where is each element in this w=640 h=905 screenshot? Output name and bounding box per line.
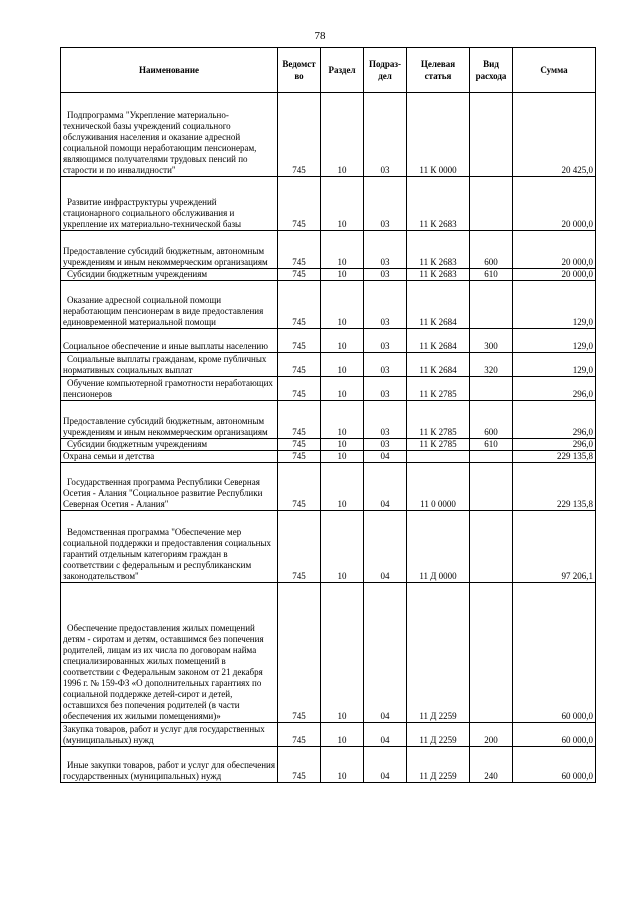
row-vid [470,281,513,329]
row-razdel: 10 [321,451,364,463]
row-podrazdel: 04 [364,747,407,783]
row-vid [470,583,513,723]
row-podrazdel: 04 [364,511,407,583]
header-ved: Ведомст во [278,48,321,93]
row-vid: 200 [470,723,513,747]
row-summa: 60 000,0 [513,583,596,723]
row-name: Развитие инфраструктуры учреждений стационарного социального обслуживания и укрепление их материально-технической базы [61,177,278,231]
row-razdel: 10 [321,329,364,353]
row-celevaya: 11 К 2785 [407,401,470,439]
header-celevaya: Целевая статья [407,48,470,93]
row-vid [470,93,513,177]
row-ved: 745 [278,281,321,329]
row-razdel: 10 [321,439,364,451]
row-summa: 60 000,0 [513,723,596,747]
table-row [61,451,596,463]
row-summa: 60 000,0 [513,747,596,783]
row-razdel: 10 [321,377,364,401]
row-celevaya: 11 Д 2259 [407,583,470,723]
row-podrazdel: 03 [364,93,407,177]
row-summa: 296,0 [513,401,596,439]
row-podrazdel: 03 [364,281,407,329]
header-razdel: Раздел [321,48,364,93]
row-vid: 600 [470,231,513,269]
row-podrazdel: 03 [364,439,407,451]
row-celevaya: 11 К 2683 [407,231,470,269]
row-name: Государственная программа Республики Северная Осетия - Алания "Социальное развитие Республики Северная Осетия - Алания" [61,463,278,511]
header-name: Наименование [61,48,278,93]
row-podrazdel: 04 [364,583,407,723]
row-name: Предоставление субсидий бюджетным, автономным учреждениям и иным некоммерческим организациям [61,231,278,269]
row-ved: 745 [278,329,321,353]
row-celevaya: 11 0 0000 [407,463,470,511]
row-name: Закупка товаров, работ и услуг для государственных (муниципальных) нужд [61,723,278,747]
row-ved: 745 [278,451,321,463]
row-razdel: 10 [321,747,364,783]
row-summa: 20 000,0 [513,177,596,231]
table-row [61,353,596,377]
row-ved: 745 [278,747,321,783]
page-number: 78 [314,30,326,42]
row-celevaya: 11 К 2684 [407,353,470,377]
row-podrazdel: 03 [364,231,407,269]
row-razdel: 10 [321,723,364,747]
table-header-row [61,48,596,93]
row-summa: 296,0 [513,377,596,401]
row-razdel: 10 [321,177,364,231]
table-row [61,511,596,583]
row-name: Обучение компьютерной грамотности неработающих пенсионеров [61,377,278,401]
row-vid [470,463,513,511]
row-celevaya: 11 Д 2259 [407,747,470,783]
row-ved: 745 [278,93,321,177]
row-podrazdel: 04 [364,451,407,463]
row-celevaya: 11 Д 0000 [407,511,470,583]
header-podrazdel: Подраз- дел [364,48,407,93]
row-vid: 610 [470,269,513,281]
row-name: Обеспечение предоставления жилых помещений детям - сиротам и детям, оставшимся без попечения родителей, лицам из их числа по договорам найма специализированных жилых помещений в соответствии с Федеральным законом от 21 декабря 1996 г. № 159-ФЗ «О дополнительных гарантиях по социальной поддержке детей-сирот и детей, оставшихся без попечения родителей (в части обеспечения их жилыми помещениями)» [61,583,278,723]
header-summa: Сумма [513,48,596,93]
row-celevaya [407,451,470,463]
row-celevaya: 11 К 0000 [407,93,470,177]
row-vid [470,377,513,401]
row-podrazdel: 03 [364,177,407,231]
row-celevaya: 11 К 2785 [407,439,470,451]
row-name: Предоставление субсидий бюджетным, автономным учреждениям и иным некоммерческим организациям [61,401,278,439]
table-row [61,583,596,723]
row-ved: 745 [278,177,321,231]
row-razdel: 10 [321,583,364,723]
row-celevaya: 11 К 2785 [407,377,470,401]
row-podrazdel: 04 [364,463,407,511]
row-ved: 745 [278,269,321,281]
row-podrazdel: 03 [364,377,407,401]
table-row [61,463,596,511]
table-row [61,281,596,329]
header-vid: Вид расхода [470,48,513,93]
table-row [61,329,596,353]
row-razdel: 10 [321,463,364,511]
row-vid: 300 [470,329,513,353]
row-summa: 296,0 [513,439,596,451]
row-podrazdel: 03 [364,329,407,353]
row-name: Социальное обеспечение и иные выплаты населению [61,329,278,353]
row-name: Подпрограмма "Укрепление материально-технической базы учреждений социального обслуживания населения и оказание адресной социальной помощи неработающим пенсионерам, являющимся получателями трудовых пенсий по старости и по инвалидности" [61,93,278,177]
row-ved: 745 [278,723,321,747]
row-summa: 20 425,0 [513,93,596,177]
budget-table [60,47,596,783]
row-ved: 745 [278,463,321,511]
row-vid: 240 [470,747,513,783]
row-razdel: 10 [321,401,364,439]
table-row [61,231,596,269]
row-ved: 745 [278,439,321,451]
table-row [61,723,596,747]
row-razdel: 10 [321,231,364,269]
row-summa: 129,0 [513,353,596,377]
table-row [61,269,596,281]
row-summa: 129,0 [513,329,596,353]
row-razdel: 10 [321,353,364,377]
row-summa: 20 000,0 [513,231,596,269]
row-summa: 229 135,8 [513,463,596,511]
row-celevaya: 11 К 2684 [407,281,470,329]
row-summa: 229 135,8 [513,451,596,463]
table-row [61,401,596,439]
row-summa: 97 206,1 [513,511,596,583]
row-ved: 745 [278,353,321,377]
row-celevaya: 11 К 2683 [407,177,470,231]
row-vid: 610 [470,439,513,451]
row-celevaya: 11 Д 2259 [407,723,470,747]
row-razdel: 10 [321,93,364,177]
row-razdel: 10 [321,511,364,583]
row-name: Охрана семьи и детства [61,451,278,463]
row-ved: 745 [278,511,321,583]
row-razdel: 10 [321,281,364,329]
row-celevaya: 11 К 2684 [407,329,470,353]
row-ved: 745 [278,583,321,723]
row-name: Иные закупки товаров, работ и услуг для обеспечения государственных (муниципальных) нужд [61,747,278,783]
row-name: Субсидии бюджетным учреждениям [61,439,278,451]
row-celevaya: 11 К 2683 [407,269,470,281]
row-ved: 745 [278,401,321,439]
table-row [61,439,596,451]
row-vid: 320 [470,353,513,377]
row-ved: 745 [278,377,321,401]
row-name: Социальные выплаты гражданам, кроме публичных нормативных социальных выплат [61,353,278,377]
row-razdel: 10 [321,269,364,281]
table-row [61,177,596,231]
row-podrazdel: 04 [364,723,407,747]
row-summa: 129,0 [513,281,596,329]
table-row [61,747,596,783]
row-vid [470,451,513,463]
row-podrazdel: 03 [364,269,407,281]
row-ved: 745 [278,231,321,269]
row-vid: 600 [470,401,513,439]
table-row [61,377,596,401]
row-podrazdel: 03 [364,401,407,439]
row-name: Субсидии бюджетным учреждениям [61,269,278,281]
row-name: Ведомственная программа "Обеспечение мер социальной поддержки и предоставления социальных гарантий отдельным категориям граждан в соответствии с федеральным и республиканским законодательством" [61,511,278,583]
row-podrazdel: 03 [364,353,407,377]
row-vid [470,511,513,583]
row-summa: 20 000,0 [513,269,596,281]
row-vid [470,177,513,231]
row-name: Оказание адресной социальной помощи неработающим пенсионерам в виде предоставления единовременной материальной помощи [61,281,278,329]
table-row [61,93,596,177]
